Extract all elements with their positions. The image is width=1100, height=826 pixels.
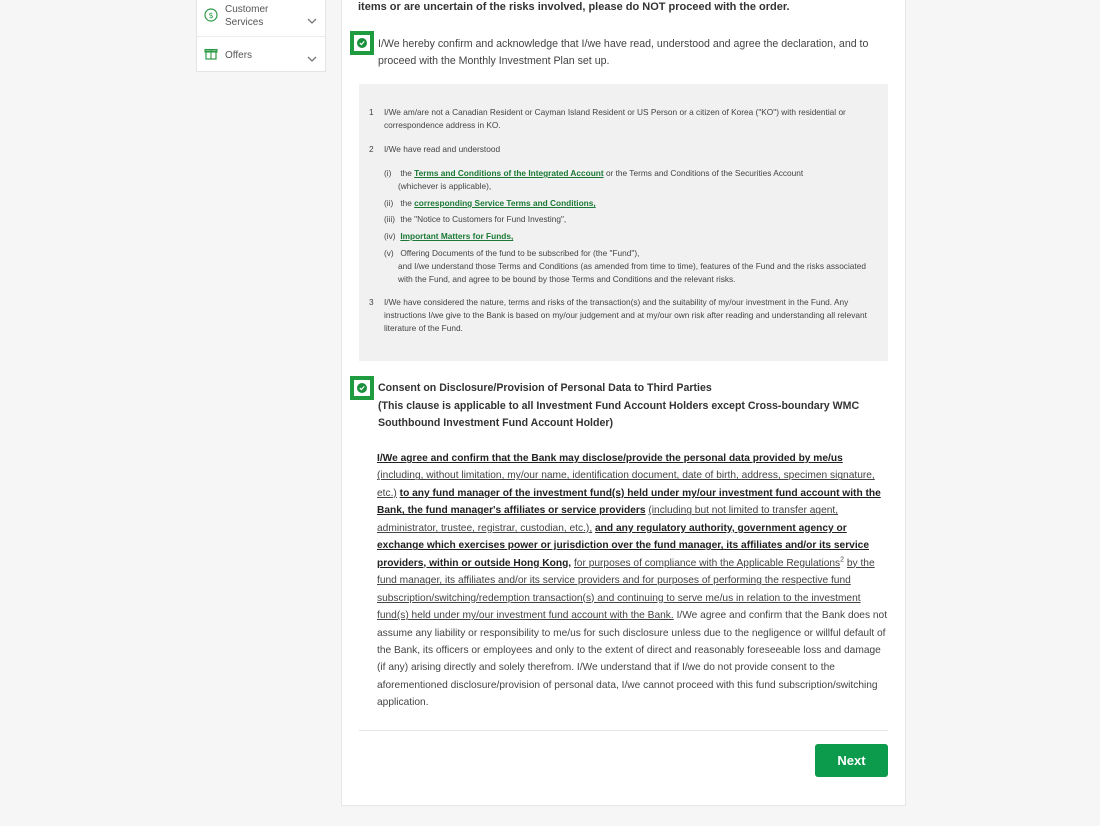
chevron-down-icon[interactable] [307,12,317,20]
declaration-sub-v-cont: and I/we understand those Terms and Conditions (as amended from time to time), features of the Fund and the risks associated with the Fund, and agree to be bound by those Terms and Conditions and the relevant risks. [398,261,866,284]
confirm-checkbox[interactable] [350,31,374,55]
list-number: 1 [369,107,374,117]
sidebar-item-label: Customer Services [225,4,269,28]
chevron-down-icon[interactable] [307,50,317,58]
integrated-account-terms-link[interactable]: Terms and Conditions of the Integrated Account [414,168,604,178]
sidebar-item-offers[interactable] [197,36,325,73]
declaration-sub-iii: (iii) the "Notice to Customers for Fund Investing", [384,214,567,224]
consent-checkbox[interactable] [350,376,374,400]
consent-heading [378,380,883,433]
consent-title: Consent on Disclosure/Provision of Personal Data to Third Parties [378,382,712,394]
gift-icon [204,46,218,60]
risk-warning-text: items or are uncertain of the risks involved, please do NOT proceed with the order. [358,1,790,13]
divider [359,730,888,731]
declaration-sub-i: (i) the Terms and Conditions of the Integrated Account or the Terms and Conditions of the Securities Account [384,168,804,178]
sidebar-item-customer-services[interactable] [197,0,325,36]
check-icon [357,383,367,393]
sidebar-menu [196,0,326,72]
declaration-item-2: I/We have read and understood [384,144,501,154]
declaration-sub-iv: (iv) Important Matters for Funds, [384,231,514,241]
consent-body-text: I/We agree and confirm that the Bank may disclose/provide the personal data provided by me/us (including, without limitation, my/our name, identification document, date of birth, address, specimen signature, etc.) to any fund manager of the investment fund(s) held under my/our investment fund account with the Bank, the fund manager's affiliates or service providers (including but not limited to transfer agent, administrator, trustee, registrar, custodian, etc.), and any regulatory authority, government agency or exchange which exercises power or jurisdiction over the fund manager, its affiliates and/or its service providers, within or outside Hong Kong, for purposes of compliance with the Applicable Regulations$^2$ by the fund manager, its affiliates and/or its service providers and for purposes of performing the respective fund subscription/switching/redemption transaction(s) and continuing to serve me/us in relation to the investment fund(s) held under my/our investment fund account with the Bank. I/We agree and confirm that the Bank does not assume any liability or responsibility to me/us for such disclosure unless due to the negligence or willful default of the Bank, its officers or employees and only to the extent of direct and reasonably foreseeable loss and damage (if any) arising directly and solely therefrom. I/We understand that if I/we do not provide consent to the aforementioned disclosure/provision of personal data, I/we cannot proceed with this fund subscription/switching application. [377,453,888,709]
declaration-box [359,84,888,361]
sidebar-item-label: Offers [225,50,253,61]
consent-subtitle: (This clause is applicable to all Investment Fund Account Holders except Cross-boundary WMC Southbound Investment Fund Account Holder) [378,399,860,429]
check-icon [357,38,367,48]
important-matters-link[interactable]: Important Matters for Funds, [400,231,514,241]
declaration-item-3: I/We have considered the nature, terms and risks of the transaction(s) and the suitability of my/our investment in the Fund. Any instructions I/we give to the Bank is based on my/our judgement and at my/our own risk after reading and understanding all relevant literature of the Fund. [384,297,867,333]
declaration-sub-v: (v) Offering Documents of the fund to be subscribed for (the "Fund"), [384,248,640,258]
declaration-item-1: I/We am/are not a Canadian Resident or Cayman Island Resident or US Person or a citizen of Korea ("KO") with residential or correspondence address in KO. [384,107,846,130]
confirm-declaration-text: I/We hereby confirm and acknowledge that I/we have read, understood and agree the declaration, and to proceed with the Monthly Investment Plan set up. [378,38,869,67]
list-number: 2 [369,144,374,154]
declaration-sub-i-cont: (whichever is applicable), [398,181,492,191]
service-terms-link[interactable]: corresponding Service Terms and Conditions, [414,198,596,208]
next-button[interactable]: Next [815,744,888,777]
hand-coin-icon [204,8,218,22]
declaration-sub-ii: (ii) the corresponding Service Terms and Conditions, [384,198,596,208]
svg-text:$: $ [208,11,214,20]
list-number: 3 [369,297,374,307]
